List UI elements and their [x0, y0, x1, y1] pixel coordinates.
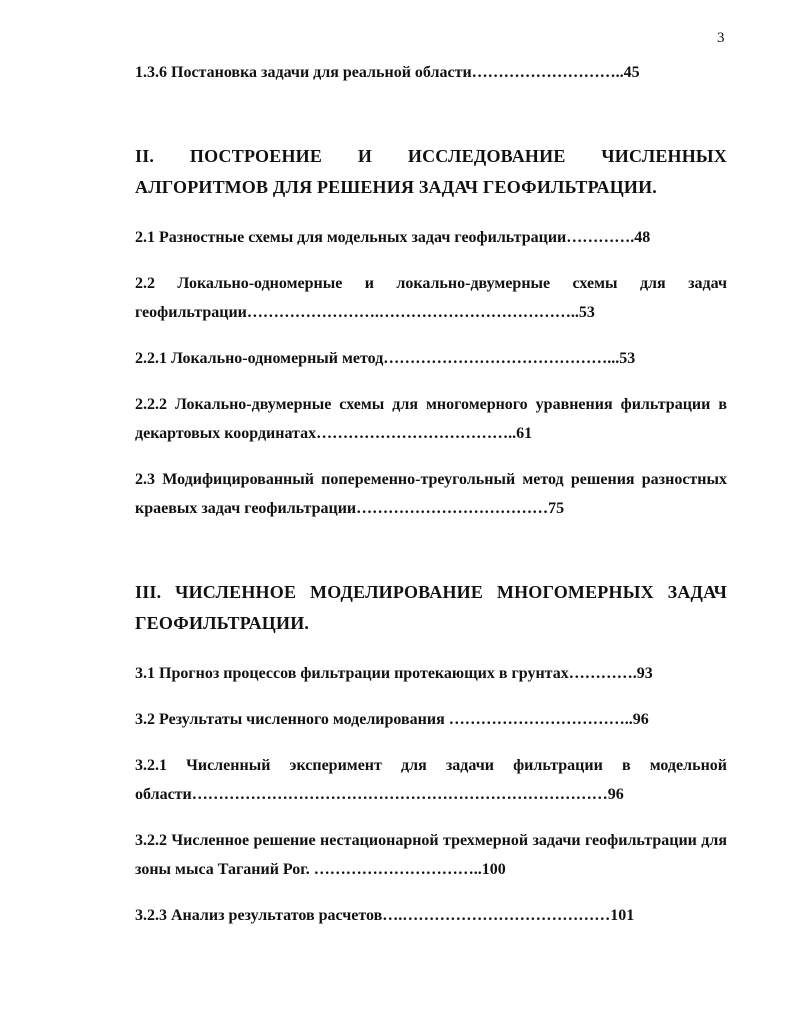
toc-entry-2-2-2: 2.2.2 Локально-двумерные схемы для многомерного уравнения фильтрации в декартовых координатах………………………………..61: [135, 396, 727, 442]
toc-entry-3-2-2: 3.2.2 Численное решение нестационарной трехмерной задачи геофильтрации для зоны мыса Таганий Рог. …………………………..100: [135, 832, 727, 878]
toc-entry-3-2: 3.2 Результаты численного моделирования ……………………………..96: [135, 711, 649, 728]
table-of-contents: [135, 58, 727, 930]
toc-entry-2-3: 2.3 Модифицированный попеременно-треугольный метод решения разностных краевых задач геофильтрации………………………………75: [135, 471, 727, 517]
section-heading-3: III. ЧИСЛЕННОЕ МОДЕЛИРОВАНИЕ МНОГОМЕРНЫХ ЗАДАЧ ГЕОФИЛЬТРАЦИИ.: [135, 582, 727, 633]
section-heading-2: II. ПОСТРОЕНИЕ И ИССЛЕДОВАНИЕ ЧИСЛЕННЫХ АЛГОРИТМОВ ДЛЯ РЕШЕНИЯ ЗАДАЧ ГЕОФИЛЬТРАЦИИ.: [135, 146, 727, 197]
toc-entry-3-2-3: 3.2.3 Анализ результатов расчетов….…………………………………101: [135, 907, 635, 924]
toc-entry-3-2-1: 3.2.1 Численный эксперимент для задачи фильтрации в модельной области……………………………………………………………………96: [135, 757, 727, 803]
toc-entry-3-1: 3.1 Прогноз процессов фильтрации протекающих в грунтах………….93: [135, 665, 653, 682]
toc-entry-2-1: 2.1 Разностные схемы для модельных задач геофильтрации………….48: [135, 229, 651, 246]
page-number: 3: [717, 30, 725, 46]
toc-entry-1-3-6: 1.3.6 Постановка задачи для реальной области………………………..45: [135, 64, 640, 81]
toc-entry-2-2: 2.2 Локально-одномерные и локально-двумерные схемы для задач геофильтрации…………………….………………………………..53: [135, 275, 727, 321]
toc-entry-2-2-1: 2.2.1 Локально-одномерный метод……………………………………...53: [135, 350, 636, 367]
